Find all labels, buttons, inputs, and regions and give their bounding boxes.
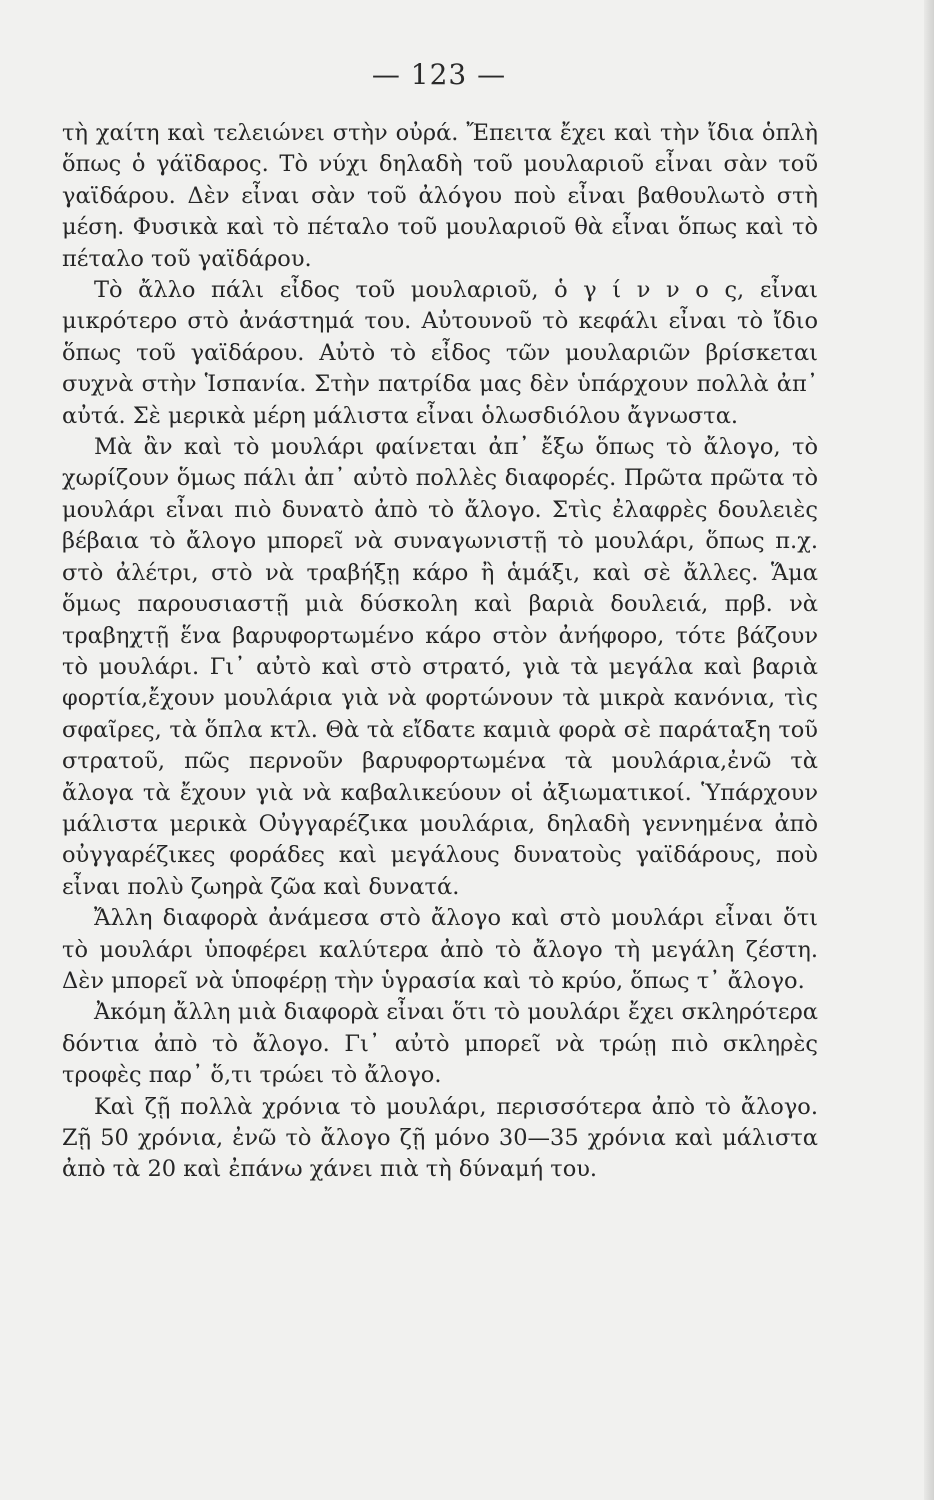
paragraph-2: Τὸ ἄλλο πάλι εἶδος τοῦ μουλαριοῦ, ὁ γ ί ν ν ο ς, εἶναι μικρότερο στὸ ἀνάστημά του. Αὐτουνοῦ τὸ κεφάλι εἶναι τὸ ἴδιο ὅπως τοῦ γαϊδάρου. Αὐτὸ τὸ εἶδος τῶν μουλαριῶν βρίσκεται συχνὰ στὴν Ἱσπανία. Στὴν πατρίδα μας δὲν ὑπάρχουν πολλὰ ἀπ᾽ αὐτά. Σὲ μερικὰ μέρη μάλιστα εἶναι ὁλωσδιόλου ἄγνωστα. bbox=[62, 277, 818, 429]
body-text bbox=[62, 118, 818, 1186]
paragraph-5: Ἀκόμη ἄλλη μιὰ διαφορὰ εἶναι ὅτι τὸ μουλάρι ἔχει σκληρότερα δόντια ἀπὸ τὸ ἄλογο. Γι᾽ αὐτὸ μπορεῖ νὰ τρώῃ πιὸ σκληρὲς τροφὲς παρ᾽ ὅ,τι τρώει τὸ ἄλογο. bbox=[62, 999, 818, 1089]
paragraph-6: Καὶ ζῇ πολλὰ χρόνια τὸ μουλάρι, περισσότερα ἀπὸ τὸ ἄλογο. Ζῇ 50 χρόνια, ἐνῶ τὸ ἄλογο ζῇ μόνο 30—35 χρόνια καὶ μάλιστα ἀπὸ τὰ 20 καὶ ἐπάνω χάνει πιὰ τὴ δύναμή του. bbox=[62, 1093, 818, 1183]
paragraph-3: Μὰ ἂν καὶ τὸ μουλάρι φαίνεται ἀπ᾽ ἔξω ὅπως τὸ ἄλογο, τὸ χωρίζουν ὅμως πάλι ἀπ᾽ αὐτὸ πολλὲς διαφορές. Πρῶτα πρῶτα τὸ μουλάρι εἶναι πιὸ δυνατὸ ἀπὸ τὸ ἄλογο. Στὶς ἐλαφρὲς δουλειὲς βέβαια τὸ ἄλογο μπορεῖ νὰ συναγωνιστῇ τὸ μουλάρι, ὅπως π.χ. στὸ ἀλέτρι, στὸ νὰ τραβήξῃ κάρο ἢ ἁμάξι, καὶ σὲ ἄλλες. Ἅμα ὅμως παρουσιαστῇ μιὰ δύσκολη καὶ βαριὰ δουλειά, πρβ. νὰ τραβηχτῇ ἕνα βαρυφορτωμένο κάρο στὸν ἀνήφορο, τότε βάζουν τὸ μουλάρι. Γι᾽ αὐτὸ καὶ στὸ στρατό, γιὰ τὰ μεγάλα καὶ βαριὰ φορτία,ἔχουν μουλάρια γιὰ νὰ φορτώνουν τὰ μικρὰ κανόνια, τὶς σφαῖρες, τὰ ὅπλα κτλ. Θὰ τὰ εἴδατε καμιὰ φορὰ σὲ παράταξη τοῦ στρατοῦ, πῶς περνοῦν βαρυφορτωμένα τὰ μουλάρια,ἐνῶ τὰ ἄλογα τὰ ἔχουν γιὰ νὰ καβαλικεύουν οἱ ἀξιωματικοί. Ὑπάρχουν μάλιστα μερικὰ Οὐγγαρέζικα μουλάρια, δηλαδὴ γεννημένα ἀπὸ οὐγγαρέζικες φοράδες καὶ μεγάλους δυνατοὺς γαϊδάρους, ποὺ εἶναι πολὺ ζωηρὰ ζῶα καὶ δυνατά. bbox=[62, 434, 818, 900]
paragraph-1: τὴ χαίτη καὶ τελειώνει στὴν οὐρά. Ἔπειτα ἔχει καὶ τὴν ἴδια ὁπλὴ ὅπως ὁ γάϊδαρος. Τὸ νύχι δηλαδὴ τοῦ μουλαριοῦ εἶναι σὰν τοῦ γαϊδάρου. Δὲν εἶναι σὰν τοῦ ἀλόγου ποὺ εἶναι βαθουλωτὸ στὴ μέση. Φυσικὰ καὶ τὸ πέταλο τοῦ μουλαριοῦ θὰ εἶναι ὅπως καὶ τὸ πέταλο τοῦ γαϊδάρου. bbox=[62, 120, 818, 272]
page-number: — 123 — bbox=[371, 58, 507, 91]
page-edge-shadow bbox=[924, 0, 934, 1500]
paragraph-4: Ἄλλη διαφορὰ ἀνάμεσα στὸ ἄλογο καὶ στὸ μουλάρι εἶναι ὅτι τὸ μουλάρι ὑποφέρει καλύτερα ἀπὸ τὸ ἄλογο τὴ μεγάλη ζέστη. Δὲν μπορεῖ νὰ ὑποφέρῃ τὴν ὑγρασία καὶ τὸ κρύο, ὅπως τ᾽ ἄλογο. bbox=[62, 905, 818, 994]
